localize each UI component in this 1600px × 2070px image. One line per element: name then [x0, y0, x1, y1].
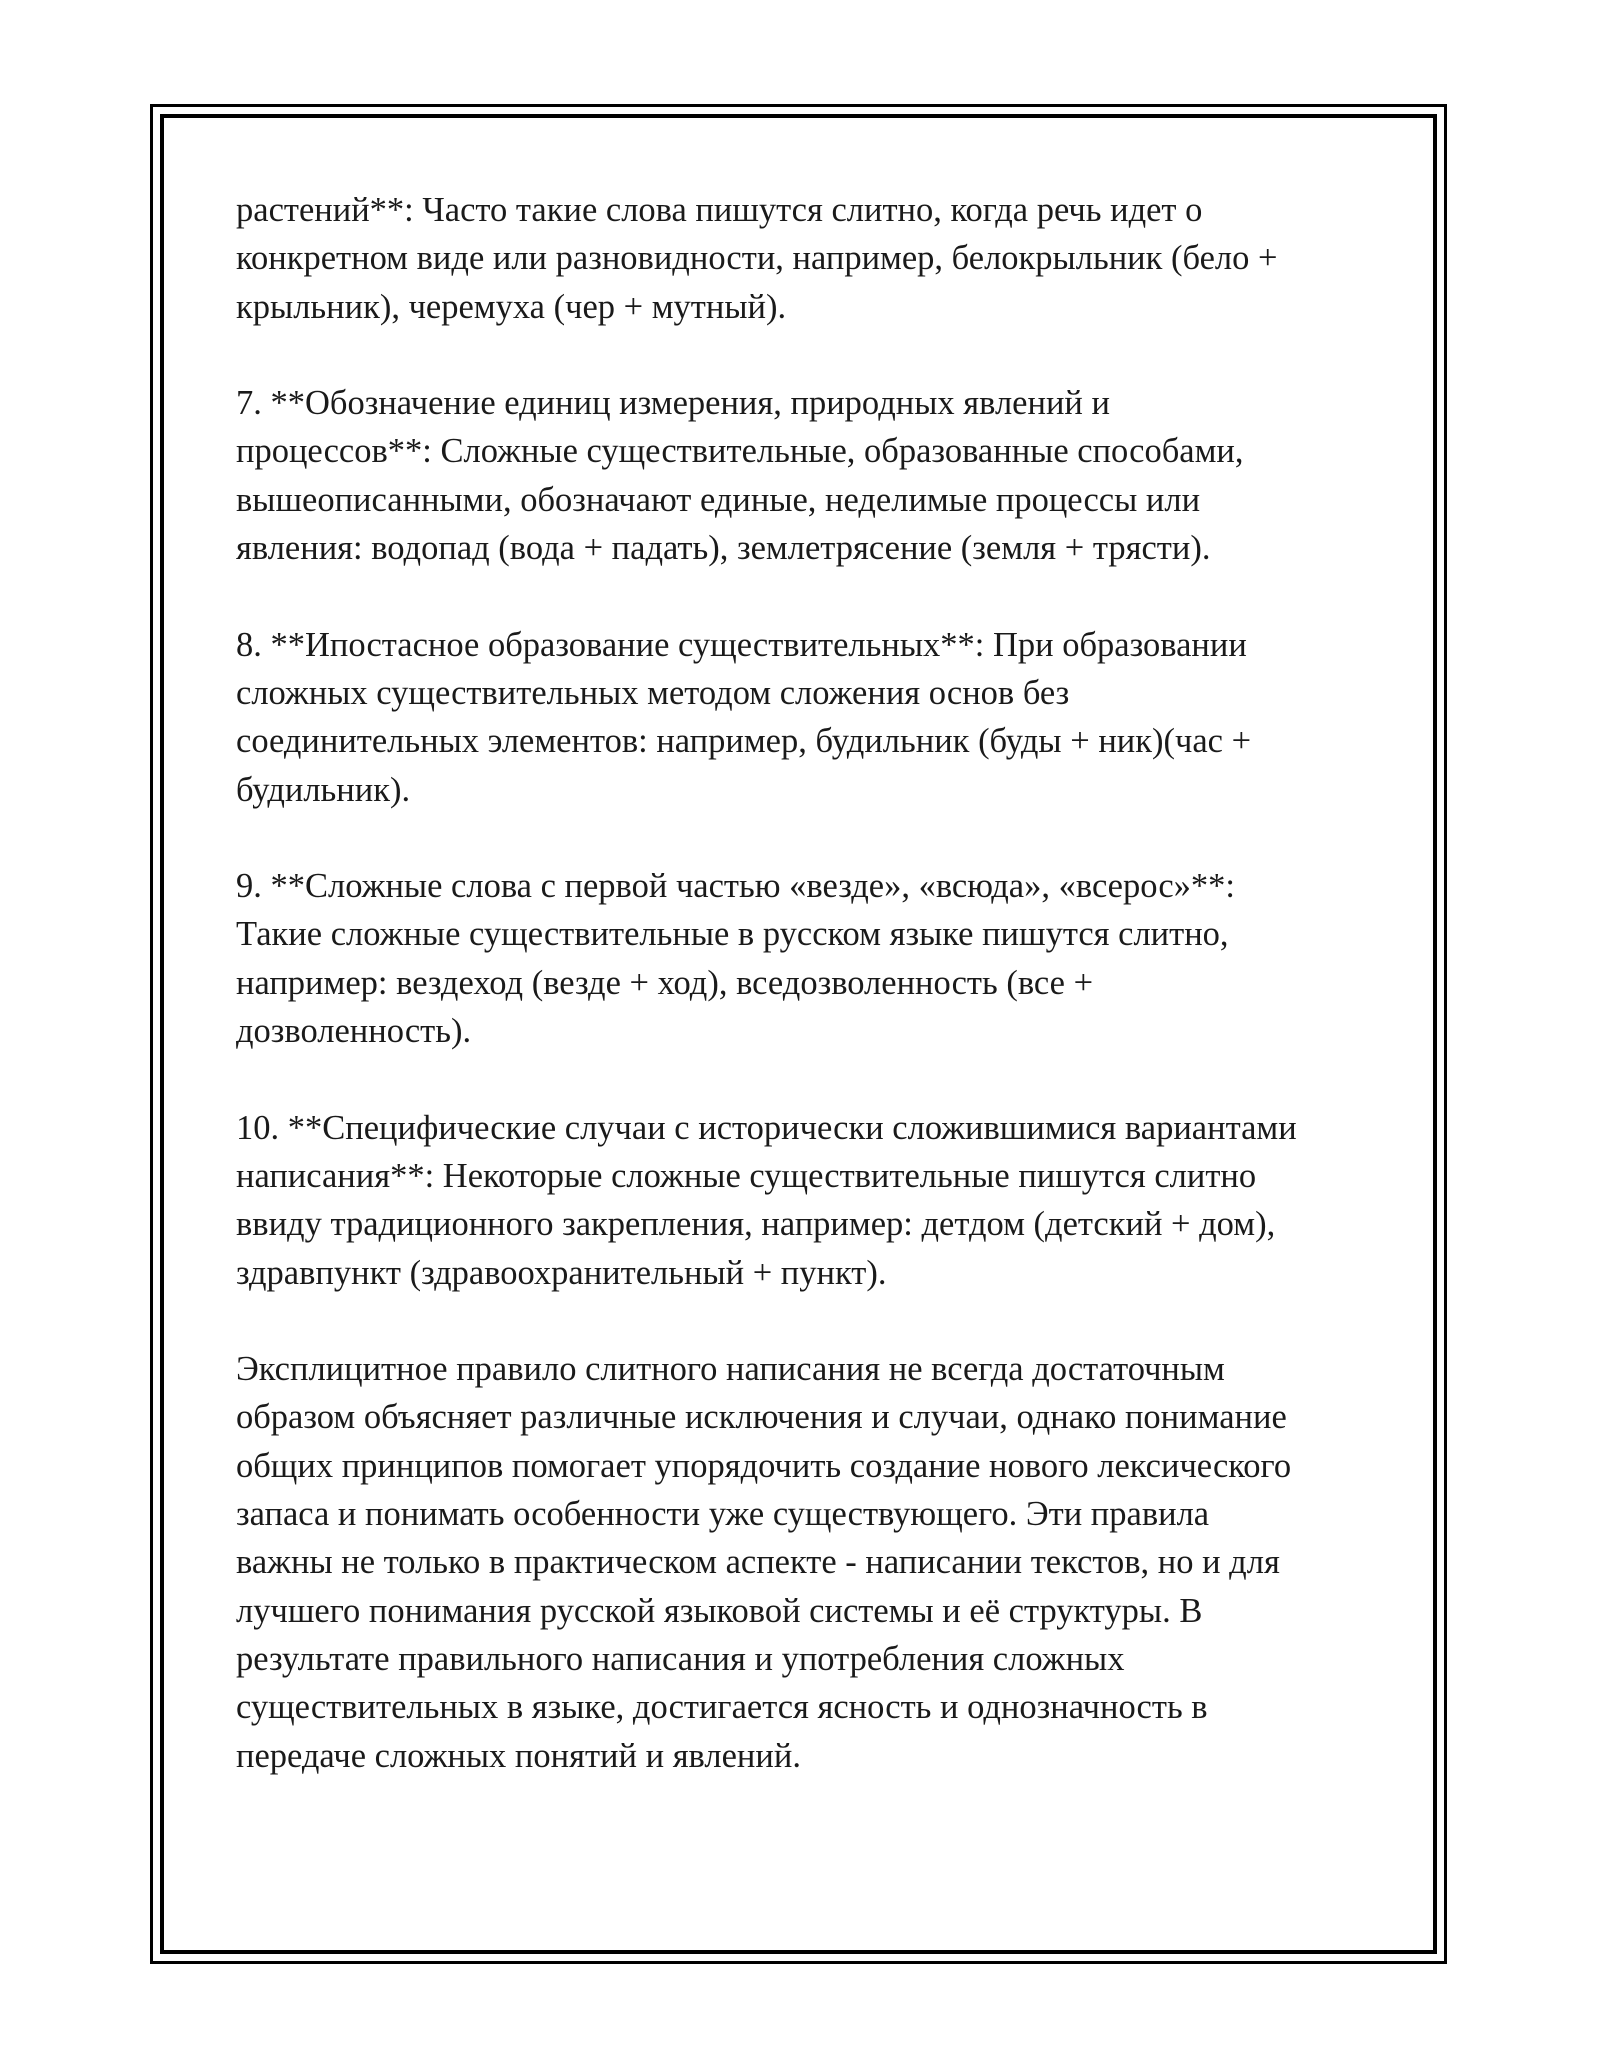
- paragraph-plants-continuation: растений**: Часто такие слова пишутся слитно, когда речь идет о конкретном виде или разновидности, например, белокрыльник (бело + крыльник), черемуха (чер + мутный).: [236, 191, 1278, 326]
- paragraph-item-8: 8. **Ипостасное образование существительных**: При образовании сложных существительных методом сложения основ без соединительных элементов: например, будильник (буды + ник)(час + будильник).: [236, 625, 1252, 809]
- paragraph-item-10: 10. **Специфические случаи с исторически сложившимися вариантами написания**: Некоторые сложные существительные пишутся слитно ввиду традиционного закрепления, например: детдом (детский + дом), здравпункт (здравоохранительный + пункт).: [236, 1108, 1297, 1292]
- paragraph-conclusion: Эксплицитное правило слитного написания не всегда достаточным образом объясняет различные исключения и случаи, однако понимание общих принципов помогает упорядочить создание нового лексического запаса и понимать особенности уже существующего. Эти правила важны не только в практическом аспекте - написании текстов, но и для лучшего понимания русской языковой системы и её структуры. В результате правильного написания и употребления сложных существительных в языке, достигается ясность и однозначность в передаче сложных понятий и явлений.: [236, 1350, 1292, 1775]
- paragraph-item-9: 9. **Сложные слова с первой частью «везде», «всюда», «всерос»**: Такие сложные существительные в русском языке пишутся слитно, например: вездеход (везде + ход), вседозволенность (все + дозволенность).: [236, 867, 1236, 1051]
- document-body: [236, 186, 1366, 1780]
- paragraph-item-7: 7. **Обозначение единиц измерения, природных явлений и процессов**: Сложные существительные, образованные способами, вышеописанными, обозначают единые, неделимые процессы или явления: водопад (вода + падать), землетрясение (земля + трясти).: [236, 384, 1244, 568]
